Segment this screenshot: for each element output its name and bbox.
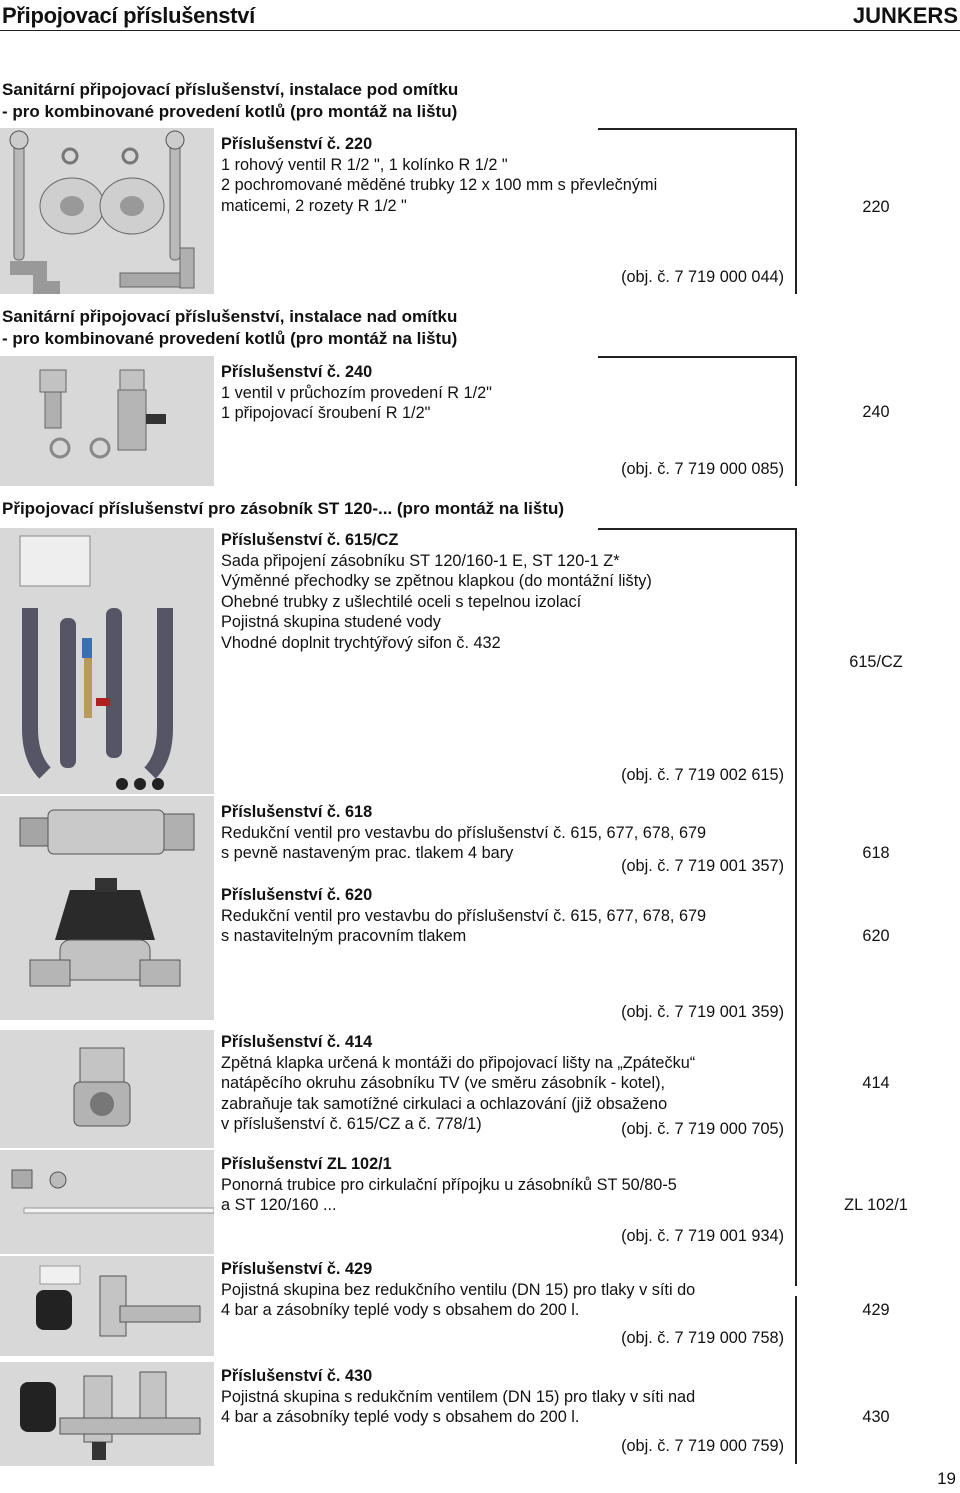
item-title: Příslušenství č. 618	[221, 803, 373, 821]
page-number: 19	[937, 1469, 956, 1488]
section-heading-under-plaster: Sanitární připojovací příslušenství, instalace pod omítku - pro kombinované provedení kotlů (pro montáž na lištu)	[2, 80, 459, 121]
item-code: 615/CZ	[849, 653, 903, 671]
order-number: (obj. č. 7 719 000 759)	[621, 1437, 784, 1455]
divider-vertical	[795, 1296, 797, 1464]
item-title: Příslušenství č. 429	[221, 1260, 373, 1278]
order-number: (obj. č. 7 719 001 359)	[621, 1003, 784, 1021]
product-photo-429	[0, 1256, 214, 1356]
item-title: Příslušenství ZL 102/1	[221, 1155, 392, 1173]
order-number: (obj. č. 7 719 001 357)	[621, 857, 784, 875]
item-429-description: Příslušenství č. 429 Pojistná skupina bez redukčního ventilu (DN 15) pro tlaky v síti do 4 bar a zásobníky teplé vody s obsahem do 200 l.	[221, 1260, 696, 1320]
item-414-description: Příslušenství č. 414 Zpětná klapka určená k montáži do připojovací lišty na „Zpátečku“ natápěcího okruhu zásobníku TV (ve směru zásobník - kotel), zabraňuje tak samotížné cirkulaci a ochlazování (již obsaženo v příslušenství č. 615/CZ a č. 778/1)	[221, 1033, 696, 1134]
product-photo-240	[0, 356, 214, 486]
item-title: Příslušenství č. 430	[221, 1367, 373, 1385]
item-title: Příslušenství č. 240	[221, 363, 373, 381]
divider-vertical	[795, 528, 797, 1286]
order-number: (obj. č. 7 719 000 705)	[621, 1120, 784, 1138]
order-number: (obj. č. 7 719 001 934)	[621, 1227, 784, 1245]
item-240-description: Příslušenství č. 240 1 ventil v průchozím provedení R 1/2" 1 připojovací šroubení R 1/2"	[221, 363, 492, 423]
item-code: 414	[862, 1074, 890, 1092]
product-photo-615cz	[0, 528, 214, 794]
item-title: Příslušenství č. 220	[221, 135, 373, 153]
item-code: 620	[862, 927, 890, 945]
product-photo-430	[0, 1362, 214, 1466]
item-code: 220	[862, 198, 890, 216]
product-photo-414	[0, 1030, 214, 1148]
item-615cz-description: Příslušenství č. 615/CZ Sada připojení zásobníku ST 120/160-1 E, ST 120-1 Z* Výměnné přechodky se zpětnou klapkou (do montážní lišty) Ohebné trubky z ušlechtilé oceli s tepelnou izolací Pojistná skupina studené vody Vhodné doplnit trychtýřový sifon č. 432	[221, 531, 652, 652]
item-title: Příslušenství č. 414	[221, 1033, 373, 1051]
item-code: ZL 102/1	[844, 1196, 908, 1214]
divider-vertical	[795, 356, 797, 486]
order-number: (obj. č. 7 719 002 615)	[621, 766, 784, 784]
brand-logo: JUNKERS	[852, 3, 958, 28]
order-number: (obj. č. 7 719 000 085)	[621, 460, 784, 478]
item-618-description: Příslušenství č. 618 Redukční ventil pro vestavbu do příslušenství č. 615, 677, 678, 679 s pevně nastaveným prac. tlakem 4 bary	[221, 803, 707, 863]
section-heading-over-plaster: Sanitární připojovací příslušenství, instalace nad omítku - pro kombinované provedení kotlů (pro montáž na lištu)	[2, 307, 458, 348]
section-heading-storage-tank: Připojovací příslušenství pro zásobník ST 120-... (pro montáž na lištu)	[2, 499, 565, 518]
divider-horizontal	[598, 356, 796, 358]
divider-vertical	[795, 128, 797, 294]
page-header	[0, 0, 960, 31]
order-number: (obj. č. 7 719 000 044)	[621, 268, 784, 286]
item-code: 618	[862, 844, 890, 862]
order-number: (obj. č. 7 719 000 758)	[621, 1329, 784, 1347]
product-photo-220	[0, 128, 214, 294]
page-title: Připojovací příslušenství	[2, 3, 255, 28]
item-zl102-description: Příslušenství ZL 102/1 Ponorná trubice pro cirkulační přípojku u zásobníků ST 50/80-5 a ST 120/160 ...	[221, 1155, 677, 1215]
item-620-description: Příslušenství č. 620 Redukční ventil pro vestavbu do příslušenství č. 615, 677, 678, 679 s nastavitelným pracovním tlakem	[221, 886, 707, 946]
product-photo-620	[0, 870, 214, 1020]
item-title: Příslušenství č. 620	[221, 886, 373, 904]
divider-horizontal	[598, 128, 796, 130]
item-220-description: Příslušenství č. 220 1 rohový ventil R 1/2 ", 1 kolínko R 1/2 " 2 pochromované měděné trubky 12 x 100 mm s převlečnými maticemi, 2 rozety R 1/2 "	[221, 135, 658, 215]
item-code: 429	[862, 1301, 890, 1319]
item-430-description: Příslušenství č. 430 Pojistná skupina s redukčním ventilem (DN 15) pro tlaky v síti nad 4 bar a zásobníky teplé vody s obsahem do 200 l.	[221, 1367, 696, 1427]
product-photo-618	[0, 796, 214, 870]
item-code: 240	[862, 403, 890, 421]
product-photo-zl102	[0, 1150, 214, 1254]
item-title: Příslušenství č. 615/CZ	[221, 531, 399, 549]
item-code: 430	[862, 1408, 890, 1426]
